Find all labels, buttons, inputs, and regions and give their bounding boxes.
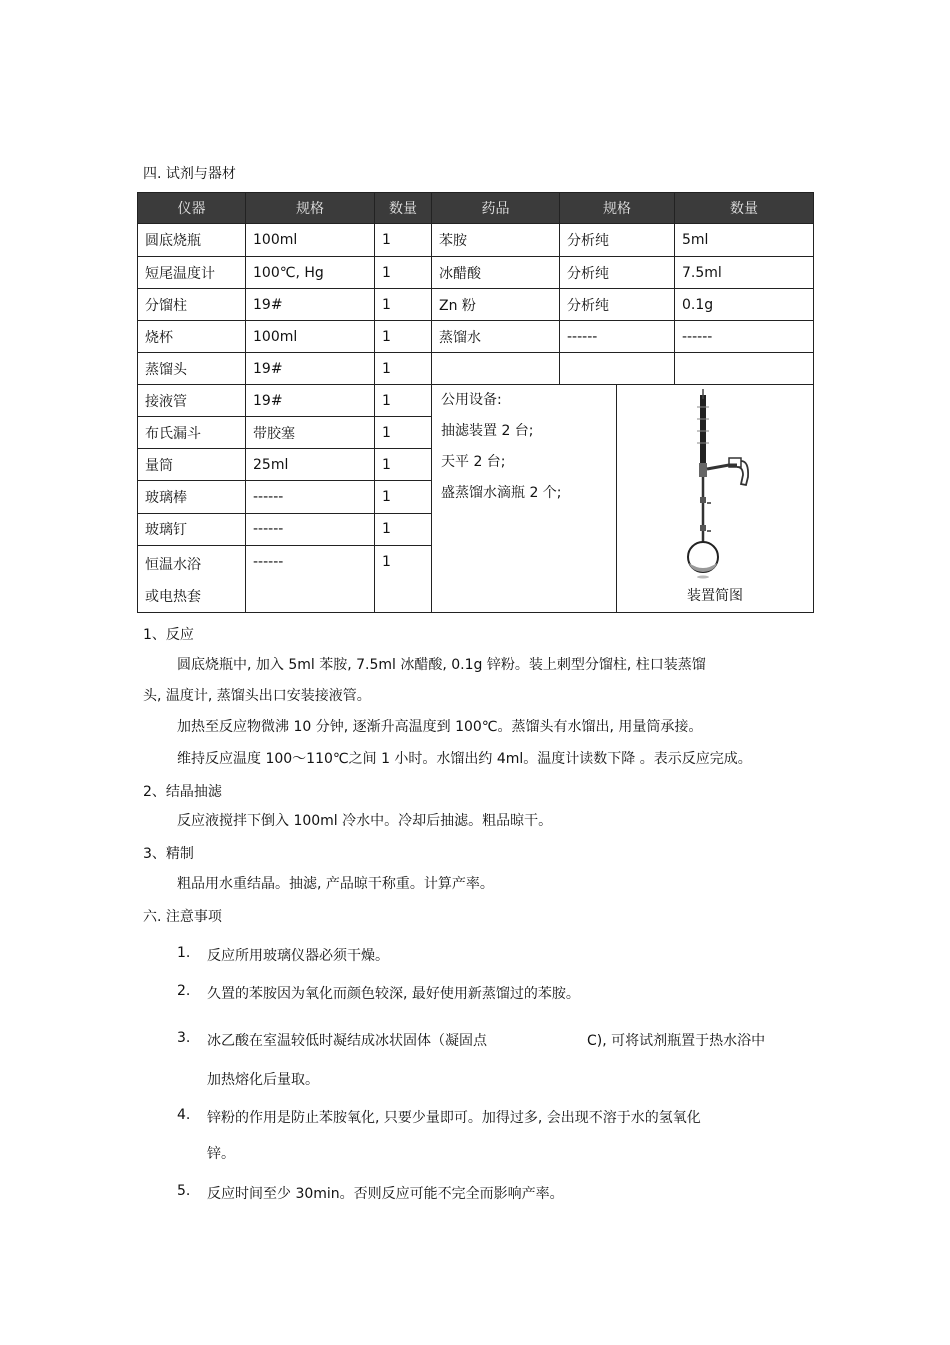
table-cell: 分析纯 <box>560 289 675 321</box>
table-cell: 分馏柱 <box>138 289 246 321</box>
table-cell: 分析纯 <box>560 224 675 257</box>
header-cell: 规格 <box>246 193 375 224</box>
table-cell: 1 <box>375 224 432 257</box>
step-3-paragraph: 粗品用水重结晶。抽滤, 产品晾干称重。计算产率。 <box>177 876 494 892</box>
table-cell: 19# <box>246 289 375 321</box>
note-text: 反应时间至少 30min。否则反应可能不完全而影响产率。 <box>207 1186 564 1202</box>
table-cell: 1 <box>375 321 432 353</box>
table-cell: 100ml <box>246 224 375 257</box>
note-number: 5. <box>177 1183 191 1199</box>
header-cell: 仪器 <box>138 193 246 224</box>
distillation-apparatus-icon <box>617 385 812 612</box>
table-cell: 1 <box>375 417 432 449</box>
table-row <box>138 224 814 257</box>
table-row <box>138 289 814 321</box>
table-cell <box>675 353 814 385</box>
table-cell: ------ <box>246 481 375 513</box>
table-cell: 100ml <box>246 321 375 353</box>
note-text: 久置的苯胺因为氧化而颜色较深, 最好使用新蒸馏过的苯胺。 <box>207 986 580 1002</box>
header-cell: 数量 <box>375 193 432 224</box>
table-cell <box>138 545 246 612</box>
distillation-head <box>699 463 707 477</box>
table-cell: 19# <box>246 385 375 417</box>
table-cell: 19# <box>246 353 375 385</box>
apparatus-figure <box>617 385 813 612</box>
table-cell: 25ml <box>246 449 375 481</box>
note-text: 反应所用玻璃仪器必须干燥。 <box>207 948 389 964</box>
public-equipment-item: 盛蒸馏水滴瓶 2 个; <box>441 485 562 501</box>
header-cell: 药品 <box>432 193 560 224</box>
table-cell: 5ml <box>675 224 814 257</box>
step-2-paragraph: 反应液搅拌下倒入 100ml 冷水中。冷却后抽滤。粗品晾干。 <box>177 813 553 829</box>
note-text: C), 可将试剂瓶置于热水浴中 <box>587 1033 766 1049</box>
step-1-paragraph: 加热至反应物微沸 10 分钟, 逐渐升高温度到 100℃。蒸馏头有水馏出, 用量筒承接。 <box>177 719 703 735</box>
table-header-row <box>138 193 814 224</box>
table-row <box>138 353 814 385</box>
table-cell: ------ <box>560 321 675 353</box>
receiver-adapter <box>737 461 748 485</box>
table-cell <box>560 353 675 385</box>
note-text: 冰乙酸在室温较低时凝结成冰状固体（凝固点 <box>207 1033 487 1049</box>
note-number: 3. <box>177 1030 191 1046</box>
notes-title: 六. 注意事项 <box>143 909 222 925</box>
table-cell: ------ <box>675 321 814 353</box>
table-cell: 玻璃钉 <box>138 513 246 545</box>
public-equipment-cell <box>432 385 814 613</box>
table-cell: 7.5ml <box>675 257 814 289</box>
step-1-paragraph: 维持反应温度 100～110℃之间 1 小时。水馏出约 4ml。温度计读数下降 。表示反应完成。 <box>177 751 752 767</box>
header-cell: 数量 <box>675 193 814 224</box>
table-cell: 冰醋酸 <box>432 257 560 289</box>
table-cell: 1 <box>375 289 432 321</box>
table-cell: 布氏漏斗 <box>138 417 246 449</box>
table-cell: 分析纯 <box>560 257 675 289</box>
note-number: 1. <box>177 945 191 961</box>
step-3-title: 3、精制 <box>143 846 194 862</box>
table-cell: 1 <box>375 385 432 417</box>
table-cell: 1 <box>375 353 432 385</box>
table-row <box>138 385 814 417</box>
apparatus-caption: 装置简图 <box>687 588 743 604</box>
note-text: 锌。 <box>207 1146 235 1162</box>
fractionating-column <box>700 395 706 465</box>
table-cell: 1 <box>375 481 432 513</box>
table-cell: 100℃, Hg <box>246 257 375 289</box>
table-cell: 圆底烧瓶 <box>138 224 246 257</box>
table-cell: 1 <box>375 449 432 481</box>
table-cell: 1 <box>375 513 432 545</box>
table-cell: 0.1g <box>675 289 814 321</box>
note-number: 4. <box>177 1107 191 1123</box>
table-cell: 带胶塞 <box>246 417 375 449</box>
section-4-title: 四. 试剂与器材 <box>143 166 236 182</box>
note-number: 2. <box>177 983 191 999</box>
table-cell: 1 <box>375 257 432 289</box>
equipment-table <box>137 192 814 613</box>
table-cell: 短尾温度计 <box>138 257 246 289</box>
public-equipment-heading: 公用设备: <box>441 392 502 408</box>
table-cell: Zn 粉 <box>432 289 560 321</box>
table-cell: 1 <box>375 545 432 612</box>
table-cell: 量筒 <box>138 449 246 481</box>
table-cell: ------ <box>246 513 375 545</box>
table-cell: 玻璃棒 <box>138 481 246 513</box>
table-row <box>138 321 814 353</box>
table-row <box>138 257 814 289</box>
step-1-title: 1、反应 <box>143 627 194 643</box>
equipment-name-line2: 或电热套 <box>145 588 201 605</box>
note-text: 锌粉的作用是防止苯胺氧化, 只要少量即可。加得过多, 会出现不溶于水的氢氧化 <box>207 1110 701 1126</box>
header-cell: 规格 <box>560 193 675 224</box>
public-equipment-item: 抽滤装置 2 台; <box>441 423 534 439</box>
table-cell: 蒸馏头 <box>138 353 246 385</box>
table-cell: ------ <box>246 545 375 612</box>
table-cell: 烧杯 <box>138 321 246 353</box>
table-cell: 苯胺 <box>432 224 560 257</box>
equipment-name-line1: 恒温水浴 <box>145 556 201 573</box>
public-equipment-list <box>432 385 617 612</box>
note-text: 加热熔化后量取。 <box>207 1072 319 1088</box>
public-equipment-item: 天平 2 台; <box>441 454 506 470</box>
table-cell <box>432 353 560 385</box>
table-cell: 接液管 <box>138 385 246 417</box>
table-cell: 蒸馏水 <box>432 321 560 353</box>
step-1-paragraph: 圆底烧瓶中, 加入 5ml 苯胺, 7.5ml 冰醋酸, 0.1g 锌粉。装上刺型分馏柱, 柱口装蒸馏 <box>177 657 706 673</box>
step-1-paragraph: 头, 温度计, 蒸馏头出口安装接液管。 <box>143 688 371 704</box>
step-2-title: 2、结晶抽滤 <box>143 784 222 800</box>
